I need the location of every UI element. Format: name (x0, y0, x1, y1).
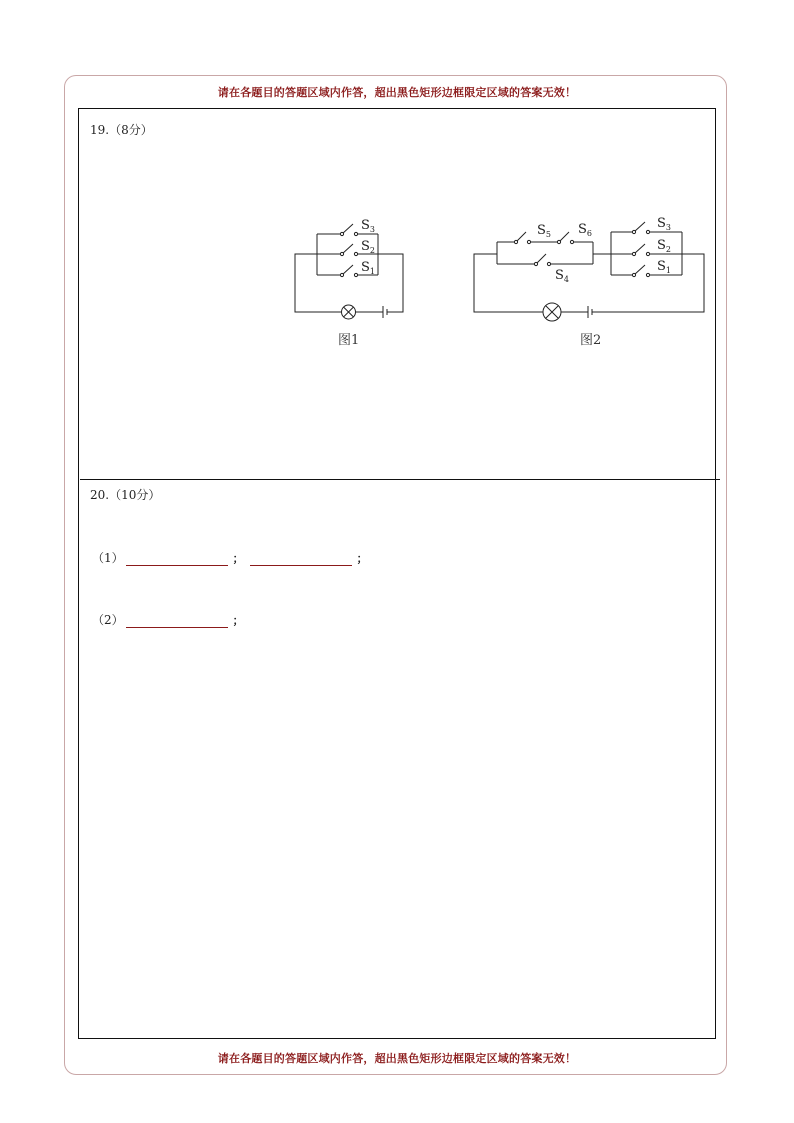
switch-s5-label: $S_5$ (537, 223, 551, 239)
switch-s6-label: $S_6$ (578, 222, 592, 238)
footer-warning: 请在各题目的答题区域内作答，超出黑色矩形边框限定区域的答案无效！ (217, 1052, 577, 1065)
switch-s3-label: $S_3$ (361, 218, 375, 234)
q20-part1-separator-1: ； (232, 552, 244, 565)
circuit-figure-1 (290, 212, 410, 327)
question-divider (80, 479, 720, 480)
q20-part2-separator-1: ； (232, 614, 244, 627)
q20-part1-blank-1[interactable] (126, 551, 228, 566)
switch-s2b-label: $S_2$ (657, 238, 671, 254)
figure-2-caption: 图2 (580, 333, 602, 348)
q20-part2-row (92, 611, 248, 628)
q20-number: 20.（10分） (90, 488, 161, 502)
switch-s1-label: $S_1$ (361, 260, 375, 276)
switch-s1b-label: $S_1$ (657, 259, 671, 275)
switch-s3b-label: $S_3$ (657, 216, 671, 232)
q20-part1-separator-2: ； (356, 552, 368, 565)
q20-part1-label: （1） (92, 551, 124, 565)
switch-s2-label: $S_2$ (361, 239, 375, 255)
q19-number: 19.（8分） (90, 123, 153, 137)
q20-part1-row (92, 549, 372, 566)
q20-part2-label: （2） (92, 613, 124, 627)
header-warning: 请在各题目的答题区域内作答，超出黑色矩形边框限定区域的答案无效！ (217, 86, 577, 99)
figure-1-caption: 图1 (338, 333, 360, 348)
q20-part1-blank-2[interactable] (250, 551, 352, 566)
circuit-figure-2 (470, 212, 710, 327)
q20-part2-blank-1[interactable] (126, 613, 228, 628)
switch-s4-label: $S_4$ (555, 268, 569, 284)
